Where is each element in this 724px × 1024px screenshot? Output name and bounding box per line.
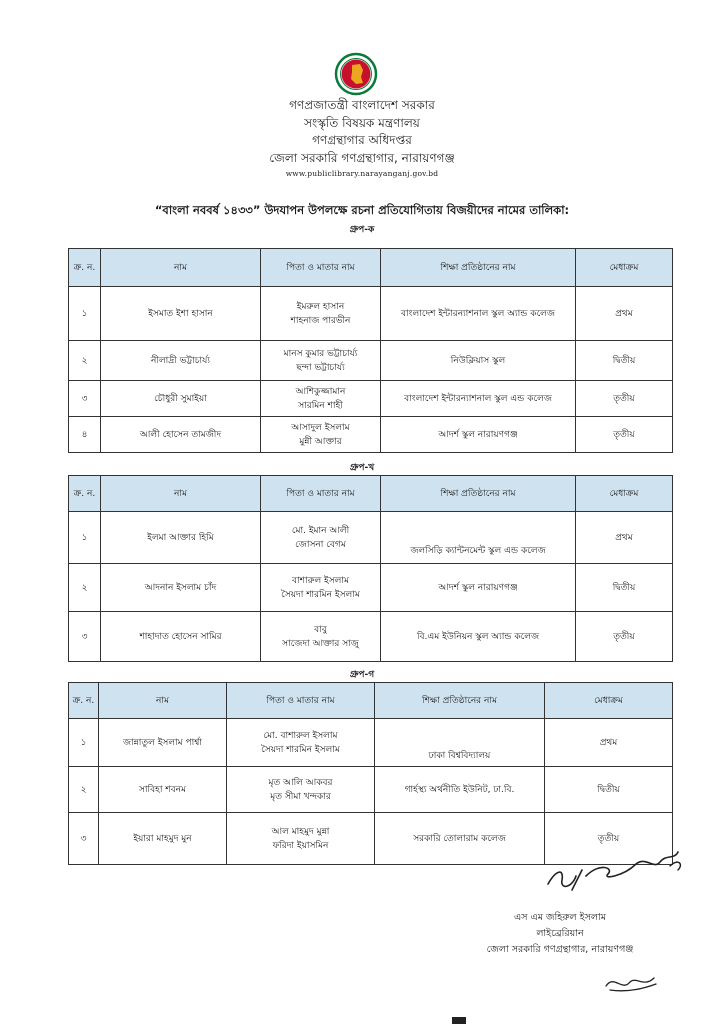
institution-cell: নিউক্লিয়াস স্কুল (381, 341, 576, 381)
parents-cell (261, 287, 381, 341)
mother-name: মুন্নী আক্তার (299, 436, 342, 447)
table-row (69, 767, 673, 813)
serial-cell: ৩ (69, 381, 101, 417)
table-header-row (69, 476, 673, 512)
document-title: “বাংলা নববর্ষ ১৪৩৩” উদযাপন উপলক্ষে রচনা প্রতিযোগিতায় বিজয়ীদের নামের তালিকা: (154, 203, 570, 217)
father-name: আসাদুল ইসলাম (291, 422, 350, 433)
table-row (69, 341, 673, 381)
signatory-name: এস এম জহিরুল ইসলাম (514, 912, 606, 923)
col-parents: পিতা ও মাতার নাম (227, 683, 375, 719)
website-link[interactable]: www.publiclibrary.narayanganj.gov.bd (285, 169, 439, 178)
header-line-ministry: সংস্কৃতি বিষয়ক মন্ত্রণালয় (304, 115, 420, 130)
rank-cell: দ্বিতীয় (576, 341, 673, 381)
mother-name: শাহনাজ পারভীন (290, 315, 351, 326)
name-cell: ইলমা আক্তার হিমি (101, 512, 261, 564)
group-ka-table (68, 248, 673, 453)
serial-cell: ২ (69, 767, 99, 813)
parents-cell (261, 341, 381, 381)
father-name: মো. বাশারুল ইসলাম (263, 730, 338, 741)
table-row (69, 287, 673, 341)
parents-cell (261, 512, 381, 564)
mother-name: ফরিদা ইয়াসমিন (272, 840, 329, 851)
serial-cell: ১ (69, 512, 101, 564)
mother-name: জোসনা বেগম (295, 539, 346, 550)
serial-cell: ৩ (69, 612, 101, 662)
rank-cell: প্রথম (576, 287, 673, 341)
col-institution: শিক্ষা প্রতিষ্ঠানের নাম (375, 683, 545, 719)
mother-name: সাজেদা আক্তার সাজু (282, 638, 359, 649)
name-cell: ইসমাত ইশা হাসান (101, 287, 261, 341)
father-name: বাবু (314, 624, 327, 635)
parents-cell (227, 767, 375, 813)
parents-cell (227, 719, 375, 767)
serial-cell: ২ (69, 564, 101, 612)
col-serial: ক্র. ন. (69, 476, 101, 512)
institution-cell: বাংলাদেশ ইন্টারন্যাশনাল স্কুল এন্ড কলেজ (381, 381, 576, 417)
col-name: নাম (99, 683, 227, 719)
father-name: মো. ইমান আলী (291, 525, 350, 536)
mother-name: মৃত সীমা খন্দকার (270, 791, 331, 802)
col-serial: ক্র. ন. (69, 249, 101, 287)
father-name: বাশারুল ইসলাম (292, 575, 349, 586)
col-name: নাম (101, 476, 261, 512)
institution-cell: বি.এম ইউনিয়ন স্কুল অ্যান্ড কলেজ (381, 612, 576, 662)
group-kha-label: গ্রুপ-খ (349, 463, 375, 473)
parents-cell (261, 417, 381, 453)
rank-cell: দ্বিতীয় (545, 767, 673, 813)
signatory-designation: লাইব্রেরিয়ান (536, 928, 584, 939)
parents-cell (227, 813, 375, 865)
name-cell: জান্নাতুল ইসলাম পার্শ্বা (99, 719, 227, 767)
header-line-office: জেলা সরকারি গণগ্রন্থাগার, নারায়ণগঞ্জ (269, 150, 455, 165)
father-name: আশিকুজ্জামান (295, 386, 346, 397)
rank-cell: প্রথম (545, 719, 673, 767)
col-institution: শিক্ষা প্রতিষ্ঠানের নাম (381, 249, 576, 287)
rank-cell: প্রথম (576, 512, 673, 564)
institution-cell: আদর্শ স্কুল নারায়ণগঞ্জ (381, 417, 576, 453)
mother-name: সারমিন শাহী (298, 400, 343, 411)
table-row (69, 381, 673, 417)
header-line-government: গণপ্রজাতন্ত্রী বাংলাদেশ সরকার (289, 98, 435, 112)
col-parents: পিতা ও মাতার নাম (261, 476, 381, 512)
father-name: মানস কুমার ভট্টাচার্য্য (283, 348, 358, 359)
rank-cell: তৃতীয় (576, 417, 673, 453)
father-name: মৃত আলি আকবর (268, 777, 333, 788)
name-cell: সাবিহা শবনম (99, 767, 227, 813)
handwritten-signature-icon (542, 840, 692, 900)
col-name: নাম (101, 249, 261, 287)
father-name: আল মাহমুদ মুন্না (271, 826, 330, 837)
institution-cell: সরকারি তোলারাম কলেজ (375, 813, 545, 865)
mother-name: ছন্দা ভট্টাচার্য্য (296, 362, 345, 373)
table-row (69, 719, 673, 767)
parents-cell (261, 564, 381, 612)
group-kha-table (68, 475, 673, 662)
serial-cell: ১ (69, 287, 101, 341)
rank-cell: তৃতীয় (545, 813, 673, 865)
father-name: ইমরুল হাসান (296, 301, 345, 312)
table-row (69, 564, 673, 612)
serial-cell: ৩ (69, 813, 99, 865)
col-serial: ক্র. ন. (69, 683, 99, 719)
rank-cell: তৃতীয় (576, 381, 673, 417)
col-rank: মেধাক্রম (576, 249, 673, 287)
col-institution: শিক্ষা প্রতিষ্ঠানের নাম (381, 476, 576, 512)
name-cell: চৌধুরী সুমাইয়া (101, 381, 261, 417)
serial-cell: ৪ (69, 417, 101, 453)
initials-mark-icon (600, 970, 660, 994)
name-cell: আদনান ইসলাম চাঁদ (101, 564, 261, 612)
institution-cell: জলসিড়ি ক্যান্টনমেন্ট স্কুল এন্ড কলেজ (381, 512, 576, 564)
parents-cell (261, 381, 381, 417)
mother-name: সৈয়দা শারমিন ইসলাম (281, 589, 360, 600)
institution-cell: ঢাকা বিশ্ববিদ্যালয় (375, 719, 545, 767)
table-row (69, 417, 673, 453)
table-header-row (69, 683, 673, 719)
group-ga-label: গ্রুপ-গ (349, 670, 375, 680)
group-ga-table (68, 682, 673, 865)
col-parents: পিতা ও মাতার নাম (261, 249, 381, 287)
letterhead (0, 97, 724, 181)
scan-mark (452, 1017, 466, 1024)
table-row (69, 612, 673, 662)
signatory-office: জেলা সরকারি গণগ্রন্থাগার, নারায়ণগঞ্জ (486, 944, 634, 955)
government-seal-icon (334, 52, 378, 96)
table-header-row (69, 249, 673, 287)
col-rank: মেধাক্রম (576, 476, 673, 512)
institution-cell: বাংলাদেশ ইন্টারন্যাশনাল স্কুল অ্যান্ড কলেজ (381, 287, 576, 341)
name-cell: শাহাদাত হোসেন সামির (101, 612, 261, 662)
name-cell: আলী হোসেন তামজীদ (101, 417, 261, 453)
institution-cell: গার্হস্থ্য অর্থনীতি ইউনিট, ঢা.বি. (375, 767, 545, 813)
serial-cell: ১ (69, 719, 99, 767)
name-cell: নীলাদ্রী ভট্টাচার্য্য (101, 341, 261, 381)
col-rank: মেধাক্রম (545, 683, 673, 719)
mother-name: সৈয়দা শারমিন ইসলাম (261, 744, 340, 755)
rank-cell: তৃতীয় (576, 612, 673, 662)
header-line-directorate: গণগ্রন্থাগার অধিদপ্তর (312, 133, 412, 147)
serial-cell: ২ (69, 341, 101, 381)
group-ka-label: গ্রুপ-ক (349, 225, 375, 235)
signatory-block (440, 910, 680, 958)
rank-cell: দ্বিতীয় (576, 564, 673, 612)
table-row (69, 512, 673, 564)
institution-cell: আদর্শ স্কুল নারায়ণগঞ্জ (381, 564, 576, 612)
parents-cell (261, 612, 381, 662)
name-cell: ইয়ারা মাহমুদ মুন (99, 813, 227, 865)
